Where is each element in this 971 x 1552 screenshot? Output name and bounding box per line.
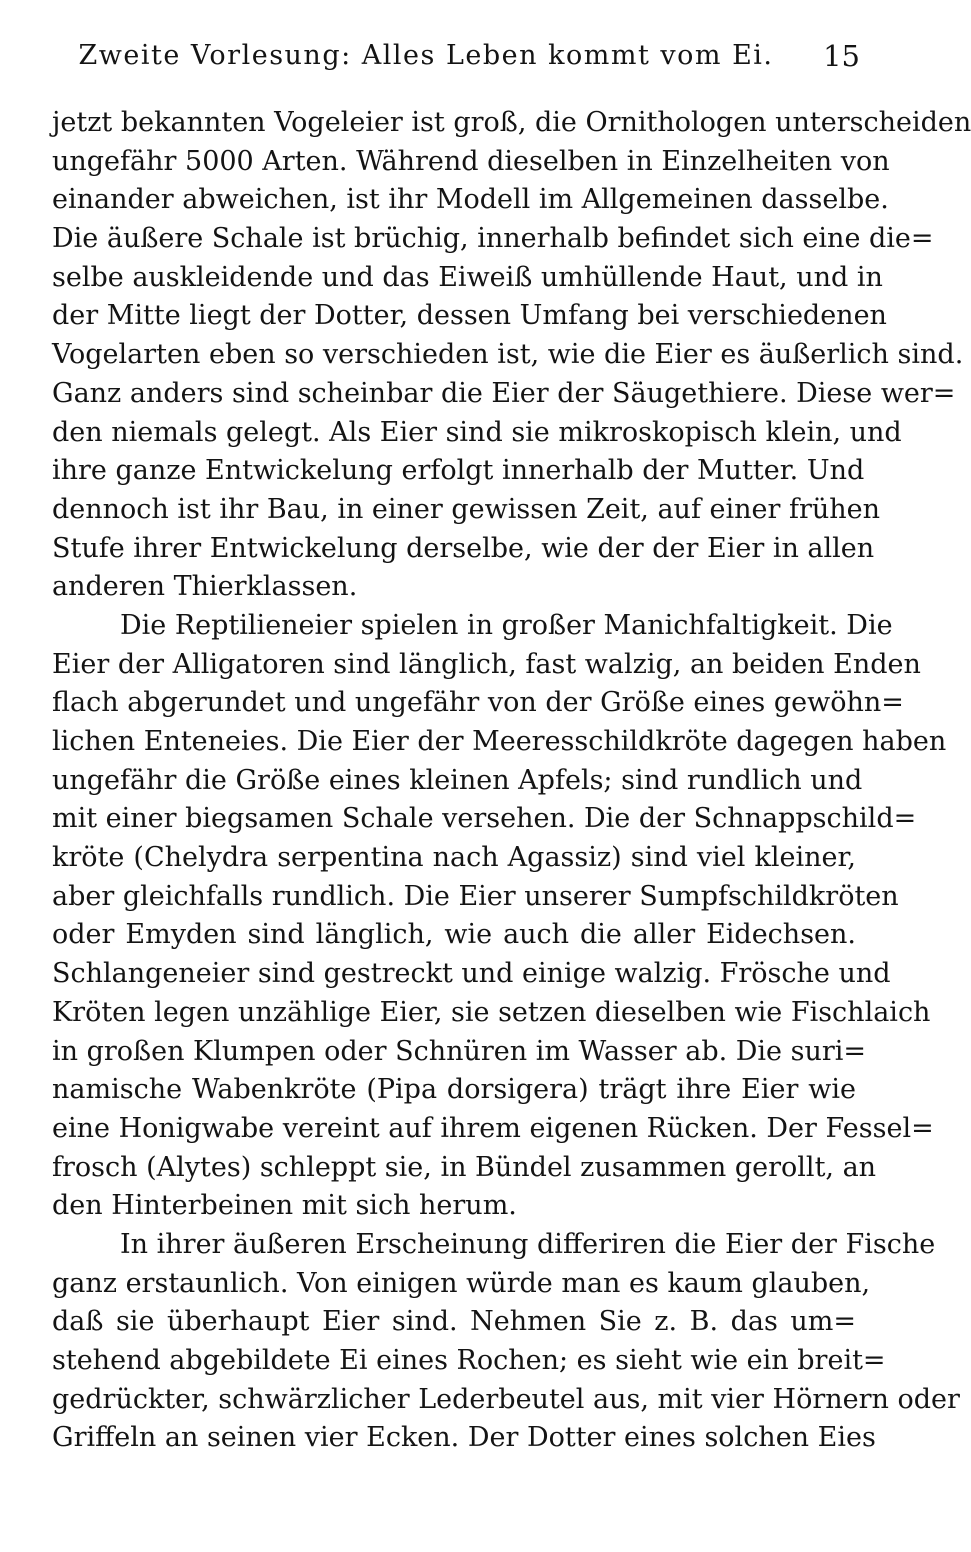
- text-line: den Hinterbeinen mit sich herum.: [52, 1190, 517, 1222]
- page-number: 15: [823, 39, 860, 73]
- text-line: In ihrer äußeren Erscheinung differiren die Eier der Fische: [120, 1228, 936, 1260]
- text-line: stehend abgebildete Ei eines Rochen; es sieht wie ein breit=: [52, 1345, 886, 1376]
- text-line: einander abweichen, ist ihr Modell im Allgemeinen dasselbe.: [52, 184, 889, 216]
- text-line: frosch (Alytes) schleppt sie, in Bündel zusammen gerollt, an: [52, 1151, 877, 1183]
- text-line: gedrückter, schwärzlicher Lederbeutel aus, mit vier Hörnern oder: [52, 1383, 960, 1415]
- text-line: Griffeln an seinen vier Ecken. Der Dotter eines solchen Eies: [52, 1422, 876, 1454]
- text-line: Vogelarten eben so verschieden ist, wie die Eier es äußerlich sind.: [52, 339, 964, 371]
- paragraph-1: [52, 104, 971, 607]
- text-line: ganz erstaunlich. Von einigen würde man es kaum glauben,: [52, 1267, 871, 1299]
- text-line: Eier der Alligatoren sind länglich, fast walzig, an beiden Enden: [52, 648, 921, 680]
- running-title: Zweite Vorlesung: Alles Leben kommt vom Ei.: [78, 40, 774, 71]
- text-line: Die Reptilieneier spielen in großer Manichfaltigkeit. Die: [120, 609, 893, 641]
- text-line: dennoch ist ihr Bau, in einer gewissen Zeit, auf einer frühen: [52, 493, 881, 525]
- text-line: den niemals gelegt. Als Eier sind sie mikroskopisch klein, und: [52, 416, 902, 448]
- text-line: anderen Thierklassen.: [52, 571, 358, 603]
- text-line: kröte (Chelydra serpentina nach Agassiz) sind viel kleiner,: [52, 842, 856, 874]
- text-line: lichen Enteneies. Die Eier der Meeresschildkröte dagegen haben: [52, 726, 947, 757]
- text-line: aber gleichfalls rundlich. Die Eier unserer Sumpfschildkröten: [52, 880, 899, 912]
- text-line: flach abgerundet und ungefähr von der Größe eines gewöhn=: [52, 687, 904, 719]
- text-line: selbe auskleidende und das Eiweiß umhüllende Haut, und in: [52, 261, 883, 293]
- paragraph-2: [52, 607, 947, 1226]
- text-line: Kröten legen unzählige Eier, sie setzen dieselben wie Fischlaich: [52, 996, 931, 1028]
- text-line: Die äußere Schale ist brüchig, innerhalb befindet sich eine die=: [52, 223, 934, 255]
- text-line: ungefähr die Größe eines kleinen Apfels; sind rundlich und: [52, 764, 863, 796]
- text-line: ihre ganze Entwickelung erfolgt innerhalb der Mutter. Und: [52, 455, 865, 487]
- text-line: in großen Klumpen oder Schnüren im Wasser ab. Die suri=: [52, 1035, 867, 1067]
- running-head: [52, 36, 860, 80]
- text-line: namische Wabenkröte (Pipa dorsigera) trägt ihre Eier wie: [52, 1074, 856, 1106]
- text-line: ungefähr 5000 Arten. Während dieselben in Einzelheiten von: [52, 145, 890, 177]
- text-line: jetzt bekannten Vogeleier ist groß, die Ornithologen unterscheiden: [52, 107, 971, 138]
- text-line: oder Emyden sind länglich, wie auch die aller Eidechsen.: [52, 919, 856, 951]
- text-line: der Mitte liegt der Dotter, dessen Umfang bei verschiedenen: [52, 300, 887, 332]
- text-line: Stufe ihrer Entwickelung derselbe, wie der der Eier in allen: [52, 532, 875, 564]
- text-line: Ganz anders sind scheinbar die Eier der Säugethiere. Diese wer=: [52, 377, 956, 409]
- text-line: mit einer biegsamen Schale versehen. Die der Schnappschild=: [52, 803, 917, 835]
- text-line: eine Honigwabe vereint auf ihrem eigenen Rücken. Der Fessel=: [52, 1112, 934, 1144]
- text-line: daß sie überhaupt Eier sind. Nehmen Sie z. B. das um=: [52, 1306, 856, 1338]
- text-line: Schlangeneier sind gestreckt und einige walzig. Frösche und: [52, 958, 891, 990]
- paragraph-3: [52, 1226, 960, 1458]
- body-text: [52, 104, 971, 1458]
